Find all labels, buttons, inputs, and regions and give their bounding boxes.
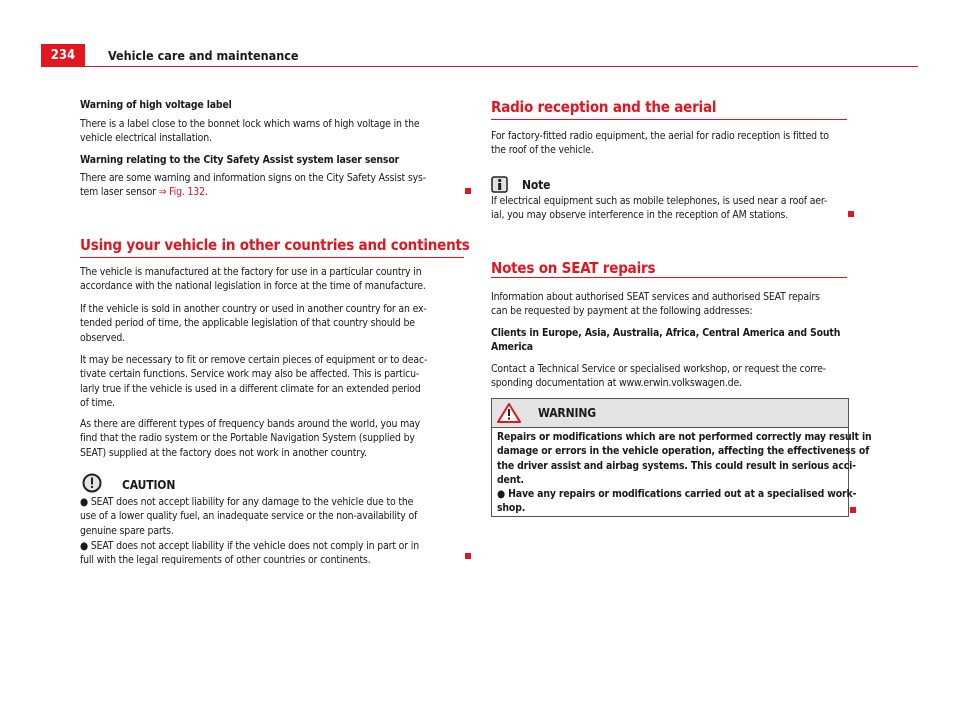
section-end-marker — [848, 211, 854, 217]
warning-header — [492, 399, 848, 428]
paragraph — [80, 265, 426, 294]
text-line: accordance with the national legislation in force at the time of manufacture. — [80, 280, 426, 293]
heading-underline — [80, 257, 464, 258]
subheading-high-voltage: Warning of high voltage label — [80, 99, 232, 111]
section-heading-other-countries: Using your vehicle in other countries and continents — [80, 236, 470, 254]
text-line: SEAT) supplied at the factory does not work in another country. — [80, 446, 367, 459]
paragraph-radio — [491, 129, 829, 158]
subheading-laser-sensor: Warning relating to the City Safety Assist system laser sensor — [80, 154, 400, 166]
text-line: tem laser sensor — [80, 186, 159, 199]
text-line: vehicle electrical installation. — [80, 132, 212, 145]
header-rule — [85, 66, 918, 67]
paragraph — [80, 417, 420, 460]
text-line: The vehicle is manufactured at the factory for use in a particular country in — [80, 266, 422, 278]
section-heading-repairs: Notes on SEAT repairs — [491, 259, 656, 277]
text-line: dent. — [497, 473, 524, 486]
page-number: 234 — [41, 44, 85, 67]
text-line: Contact a Technical Service or specialised workshop, or request the corre- — [491, 363, 827, 375]
text-line: There are some warning and information signs on the City Safety Assist sys- — [80, 172, 426, 184]
text-line: Clients in Europe, Asia, Australia, Africa, Central America and South — [491, 327, 841, 339]
text-line: of time. — [80, 396, 115, 409]
text-line: If electrical equipment such as mobile telephones, is used near a roof aer- — [491, 195, 828, 207]
text-line: tivate certain functions. Service work may also be affected. This is particu- — [80, 368, 420, 381]
text-line: can be requested by payment at the following addresses: — [491, 305, 753, 318]
text-line: There is a label close to the bonnet lock which warns of high voltage in the — [80, 118, 420, 130]
text-line: damage or errors in the vehicle operation, affecting the effectiveness of — [497, 445, 870, 458]
heading-underline — [491, 119, 847, 120]
text-line: find that the radio system or the Portable Navigation System (supplied by — [80, 432, 415, 445]
caution-item — [80, 539, 419, 568]
text-line: If the vehicle is sold in another country or used in another country for an ex- — [80, 303, 427, 315]
section-heading-radio: Radio reception and the aerial — [491, 98, 717, 116]
paragraph — [491, 290, 820, 319]
caution-item — [80, 495, 417, 538]
text-line: . — [204, 186, 208, 199]
text-line: ial, you may observe interference in the reception of AM stations. — [491, 209, 789, 222]
text-line: the roof of the vehicle. — [491, 144, 594, 157]
text-line: Repairs or modifications which are not performed correctly may result in — [497, 431, 872, 443]
warning-title: WARNING — [538, 406, 596, 420]
figure-link[interactable]: ⇒ Fig. 132 — [158, 186, 205, 199]
note-text — [491, 194, 827, 223]
text-line: use of a lower quality fuel, an inadequate service or the non-availability of — [80, 510, 418, 523]
caution-title: CAUTION — [122, 478, 176, 492]
paragraph-laser-sensor — [80, 171, 426, 200]
caution-icon — [82, 473, 102, 493]
text-line: It may be necessary to fit or remove certain pieces of equipment or to deac- — [80, 354, 428, 366]
text-line: tended period of time, the applicable legislation of that country should be — [80, 317, 415, 330]
warning-triangle-icon — [497, 402, 521, 424]
text-line: For factory-fitted radio equipment, the aerial for radio reception is fitted to — [491, 130, 829, 142]
text-line: ● SEAT does not accept liability if the vehicle does not comply in part or in — [80, 540, 419, 552]
text-line: genuine spare parts. — [80, 524, 174, 537]
section-end-marker — [850, 507, 856, 513]
paragraph-high-voltage — [80, 117, 420, 146]
chapter-title: Vehicle care and maintenance — [108, 48, 299, 63]
section-end-marker — [465, 553, 471, 559]
warning-text — [497, 430, 872, 487]
note-title: Note — [522, 178, 551, 192]
text-line: larly true if the vehicle is used in a different climate for an extended period — [80, 382, 421, 395]
subheading-regions — [491, 326, 840, 355]
text-line: ● Have any repairs or modifications carried out at a specialised work- — [497, 488, 857, 500]
text-line: As there are different types of frequency bands around the world, you may — [80, 418, 421, 430]
paragraph — [80, 302, 427, 345]
text-line: sponding documentation at www.erwin.volkswagen.de. — [491, 377, 742, 390]
text-line: Information about authorised SEAT services and authorised SEAT repairs — [491, 291, 820, 303]
info-icon — [491, 176, 508, 193]
text-line: observed. — [80, 331, 125, 344]
warning-item — [497, 487, 856, 516]
warning-box — [491, 398, 872, 517]
section-end-marker — [465, 188, 471, 194]
text-line: full with the legal requirements of other countries or continents. — [80, 554, 371, 567]
text-line: America — [491, 341, 533, 354]
paragraph — [491, 362, 826, 391]
text-line: the driver assist and airbag systems. This could result in serious acci- — [497, 459, 856, 472]
heading-underline — [491, 277, 847, 278]
paragraph — [80, 353, 427, 410]
text-line: shop. — [497, 502, 526, 515]
text-line: ● SEAT does not accept liability for any damage to the vehicle due to the — [80, 496, 414, 508]
